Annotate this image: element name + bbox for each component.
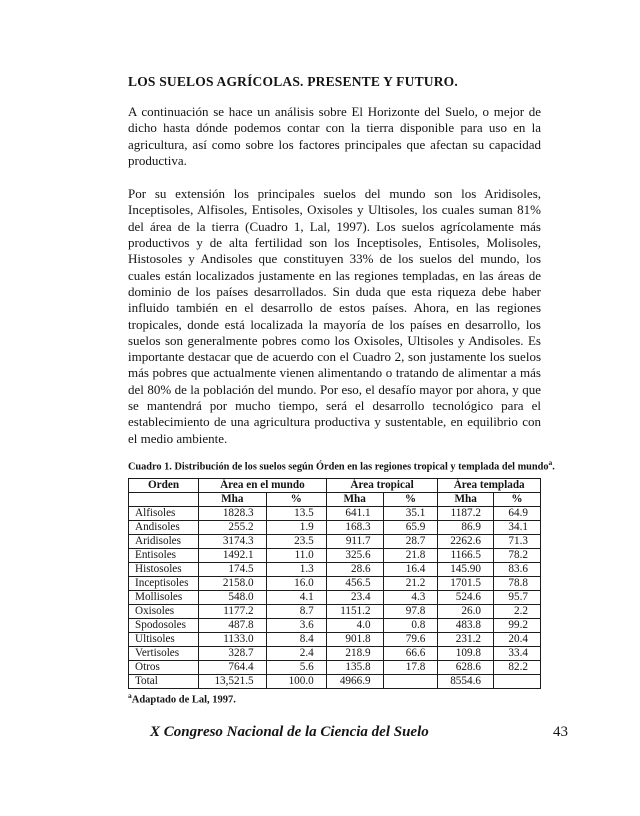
value-cell: 325.6 <box>326 549 383 563</box>
value-cell: 26.0 <box>438 605 494 619</box>
table-row <box>129 521 541 535</box>
value-cell: 64.9 <box>493 507 540 521</box>
value-cell: 23.5 <box>266 535 326 549</box>
table-row <box>129 549 541 563</box>
value-cell: 86.9 <box>438 521 494 535</box>
value-cell: 95.7 <box>493 591 540 605</box>
value-cell: 66.6 <box>383 647 438 661</box>
value-cell: 13.5 <box>266 507 326 521</box>
subheader-templada-pct: % <box>493 493 540 507</box>
value-cell: 1166.5 <box>438 549 494 563</box>
footnote-superscript: a <box>128 691 132 701</box>
soil-order-cell: Oxisoles <box>129 605 199 619</box>
value-cell: 79.6 <box>383 633 438 647</box>
subheader-mundo-mha: Mha <box>199 493 267 507</box>
soil-order-cell: Inceptisoles <box>129 577 199 591</box>
value-cell: 20.4 <box>493 633 540 647</box>
value-cell: 33.4 <box>493 647 540 661</box>
value-cell: 5.6 <box>266 661 326 675</box>
column-header-area-templada: Área templada <box>438 479 541 493</box>
table-row <box>129 591 541 605</box>
table-footnote <box>128 691 541 706</box>
value-cell: 2262.6 <box>438 535 494 549</box>
soil-order-cell: Andisoles <box>129 521 199 535</box>
value-cell <box>383 675 438 689</box>
value-cell: 168.3 <box>326 521 383 535</box>
table-row <box>129 619 541 633</box>
value-cell: 911.7 <box>326 535 383 549</box>
page-footer <box>150 724 568 741</box>
soil-order-cell: Alfisoles <box>129 507 199 521</box>
value-cell: 524.6 <box>438 591 494 605</box>
value-cell: 2.2 <box>493 605 540 619</box>
paragraph-soil-extent: Por su extensión los principales suelos del mundo son los Aridisoles, Inceptisoles, Alfisoles, Entisoles, Oxisoles y Ultisoles, los cuales suman 81% del área de la tierra (Cuadro 1, Lal, 1997). Los suelos agrícolamente más productivos y de alta fertilidad son los Inceptisoles, Entisoles, Molisoles, Histosoles y Andisoles que constituyen 33% de los suelos del mundo, los cuales están localizados justamente en las regiones templadas, en las áreas de dominio de los países desarrollados. Sin duda que esta riqueza debe haber influido también en el desarrollo de estos países. Ahora, en las regiones tropicales, donde está localizada la mayoría de los países en desarrollo, los suelos son generalmente pobres como los Oxisoles, Ultisoles y Andisoles. Es importante destacar que de acuerdo con el Cuadro 2, son justamente los suelos más pobres que actualmente vienen alimentando o tratando de alimentar a más del 80% de la población del mundo. Por eso, el desafío mayor por ahora, y que se mantendrá por mucho tiempo, será el desarrollo tecnológico para el establecimiento de una agricultura productiva y sustentable, en equilibrio con el medio ambiente. <box>128 186 541 446</box>
value-cell: 83.6 <box>493 563 540 577</box>
value-cell: 28.7 <box>383 535 438 549</box>
value-cell: 1151.2 <box>326 605 383 619</box>
soil-order-cell: Vertisoles <box>129 647 199 661</box>
table-row <box>129 577 541 591</box>
value-cell: 1701.5 <box>438 577 494 591</box>
value-cell: 28.6 <box>326 563 383 577</box>
value-cell: 135.8 <box>326 661 383 675</box>
table-caption <box>128 457 555 473</box>
paragraph-intro: A continuación se hace un análisis sobre El Horizonte del Suelo, o mejor de dicho hasta dónde podemos contar con la tierra disponible para uso en la agricultura, así como sobre los factores principales que afectan su capacidad productiva. <box>128 104 541 168</box>
value-cell: 23.4 <box>326 591 383 605</box>
value-cell: 0.8 <box>383 619 438 633</box>
table-caption-superscript: a <box>548 457 553 467</box>
value-cell: 2158.0 <box>199 577 267 591</box>
value-cell: 145.90 <box>438 563 494 577</box>
column-header-area-mundo: Área en el mundo <box>199 479 327 493</box>
soil-order-cell: Entisoles <box>129 549 199 563</box>
value-cell: 4966.9 <box>326 675 383 689</box>
value-cell: 2.4 <box>266 647 326 661</box>
table-caption-period: . <box>552 461 555 473</box>
value-cell: 764.4 <box>199 661 267 675</box>
soil-order-cell: Mollisoles <box>129 591 199 605</box>
value-cell: 487.8 <box>199 619 267 633</box>
soil-order-cell: Spodosoles <box>129 619 199 633</box>
value-cell: 1133.0 <box>199 633 267 647</box>
value-cell: 100.0 <box>266 675 326 689</box>
soil-order-cell: Histosoles <box>129 563 199 577</box>
table-row <box>129 633 541 647</box>
value-cell: 21.8 <box>383 549 438 563</box>
subheader-templada-mha: Mha <box>438 493 494 507</box>
subheader-mundo-pct: % <box>266 493 326 507</box>
subheader-empty <box>129 493 199 507</box>
value-cell: 97.8 <box>383 605 438 619</box>
soil-order-cell: Total <box>129 675 199 689</box>
soil-order-cell: Aridisoles <box>129 535 199 549</box>
value-cell: 174.5 <box>199 563 267 577</box>
value-cell: 1828.3 <box>199 507 267 521</box>
page-title: LOS SUELOS AGRÍCOLAS. PRESENTE Y FUTURO. <box>128 74 458 89</box>
value-cell: 71.3 <box>493 535 540 549</box>
table-row <box>129 661 541 675</box>
value-cell: 8.7 <box>266 605 326 619</box>
value-cell: 4.1 <box>266 591 326 605</box>
value-cell: 1.9 <box>266 521 326 535</box>
value-cell: 231.2 <box>438 633 494 647</box>
value-cell: 34.1 <box>493 521 540 535</box>
value-cell: 21.2 <box>383 577 438 591</box>
footnote-text: Adaptado de Lal, 1997. <box>131 694 236 706</box>
footer-page-number: 43 <box>553 724 568 740</box>
value-cell: 99.2 <box>493 619 540 633</box>
value-cell: 641.1 <box>326 507 383 521</box>
value-cell: 3.6 <box>266 619 326 633</box>
column-header-orden: Orden <box>129 479 199 493</box>
table-row <box>129 563 541 577</box>
value-cell: 628.6 <box>438 661 494 675</box>
value-cell: 4.0 <box>326 619 383 633</box>
subheader-tropical-mha: Mha <box>326 493 383 507</box>
value-cell: 255.2 <box>199 521 267 535</box>
value-cell: 11.0 <box>266 549 326 563</box>
value-cell: 901.8 <box>326 633 383 647</box>
value-cell: 4.3 <box>383 591 438 605</box>
value-cell: 16.0 <box>266 577 326 591</box>
value-cell: 8554.6 <box>438 675 494 689</box>
value-cell: 483.8 <box>438 619 494 633</box>
table-row <box>129 605 541 619</box>
value-cell: 328.7 <box>199 647 267 661</box>
table-row <box>129 647 541 661</box>
value-cell: 548.0 <box>199 591 267 605</box>
soil-order-cell: Otros <box>129 661 199 675</box>
value-cell: 13,521.5 <box>199 675 267 689</box>
soil-order-cell: Ultisoles <box>129 633 199 647</box>
value-cell: 16.4 <box>383 563 438 577</box>
page-content <box>128 74 555 706</box>
value-cell: 17.8 <box>383 661 438 675</box>
subheader-tropical-pct: % <box>383 493 438 507</box>
value-cell: 456.5 <box>326 577 383 591</box>
value-cell: 82.2 <box>493 661 540 675</box>
soil-distribution-table <box>128 478 541 689</box>
value-cell: 1177.2 <box>199 605 267 619</box>
soil-table-body <box>129 507 541 689</box>
table-row <box>129 675 541 689</box>
table-row <box>129 535 541 549</box>
value-cell: 3174.3 <box>199 535 267 549</box>
value-cell: 1187.2 <box>438 507 494 521</box>
value-cell <box>493 675 540 689</box>
value-cell: 109.8 <box>438 647 494 661</box>
footer-congress-title: X Congreso Nacional de la Ciencia del Suelo <box>150 724 429 740</box>
value-cell: 8.4 <box>266 633 326 647</box>
value-cell: 35.1 <box>383 507 438 521</box>
table-header-row-groups <box>129 479 541 493</box>
value-cell: 65.9 <box>383 521 438 535</box>
column-header-area-tropical: Área tropical <box>326 479 438 493</box>
value-cell: 1.3 <box>266 563 326 577</box>
value-cell: 1492.1 <box>199 549 267 563</box>
table-row <box>129 507 541 521</box>
table-caption-text: Cuadro 1. Distribución de los suelos según Órden en las regiones tropical y templada del mundo <box>128 461 549 473</box>
table-header-row-units <box>129 493 541 507</box>
value-cell: 218.9 <box>326 647 383 661</box>
value-cell: 78.2 <box>493 549 540 563</box>
value-cell: 78.8 <box>493 577 540 591</box>
